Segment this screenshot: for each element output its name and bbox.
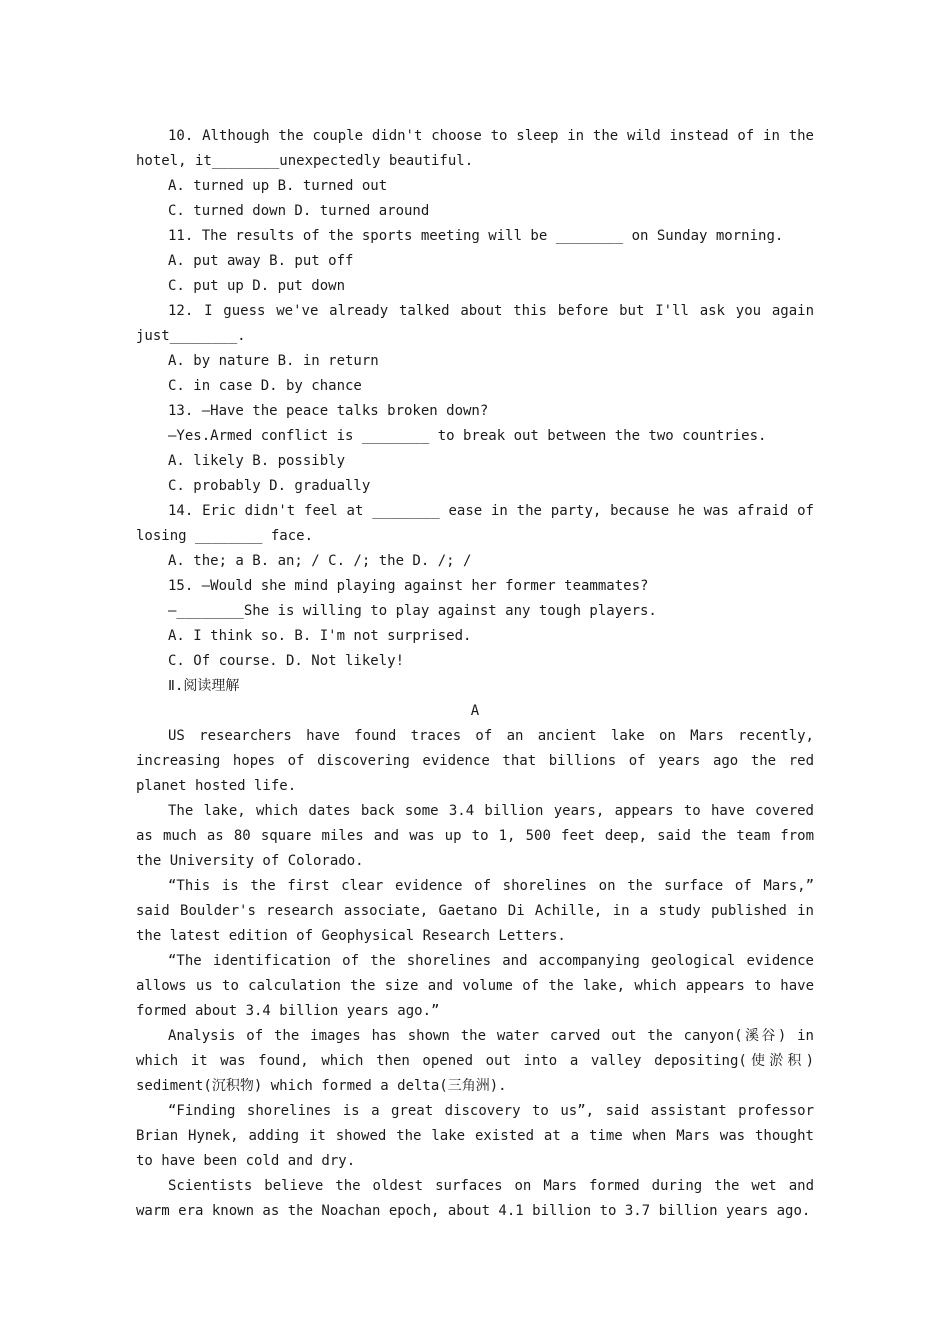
passage-paragraph: “The identification of the shorelines and accompanying geological evidence allows us to calculation the size and volume of the lake, which appears to have formed about 3.4 billion years ago.” <box>136 953 814 1019</box>
passage-paragraph: The lake, which dates back some 3.4 billion years, appears to have covered as much as 80 square miles and was up to 1, 500 feet deep, said the team from the University of Colorado. <box>136 803 814 869</box>
question-14-options: A. the; a B. an; / C. /; the D. /; / <box>168 553 472 569</box>
passage-paragraph: US researchers have found traces of an ancient lake on Mars recently, increasing hopes of discovering evidence that billions of years ago the red planet hosted life. <box>136 728 814 794</box>
question-12-stem: 12. I guess we've already talked about this before but I'll ask you again just________. <box>136 303 814 344</box>
question-12-options-ab: A. by nature B. in return <box>168 353 379 369</box>
question-15-options-cd: C. Of course. D. Not likely! <box>168 653 405 669</box>
document-page <box>136 124 814 1224</box>
question-12-options-cd: C. in case D. by chance <box>168 378 362 394</box>
question-15-stem: 15. —Would she mind playing against her former teammates? <box>168 578 649 594</box>
passage-paragraph: Analysis of the images has shown the water carved out the canyon(溪谷) in which it was found, which then opened out into a valley depositing(使淤积) sediment(沉积物) which formed a delta(三角洲). <box>136 1028 814 1094</box>
question-13-stem: 13. —Have the peace talks broken down? <box>168 403 489 419</box>
passage-paragraph: Scientists believe the oldest surfaces on Mars formed during the wet and warm era known as the Noachan epoch, about 4.1 billion to 3.7 billion years ago. <box>136 1178 814 1219</box>
question-14-stem: 14. Eric didn't feel at ________ ease in the party, because he was afraid of losing ________ face. <box>136 503 814 544</box>
question-15-options-ab: A. I think so. B. I'm not surprised. <box>168 628 472 644</box>
question-13-reply: —Yes.Armed conflict is ________ to break out between the two countries. <box>168 428 767 444</box>
question-10-stem: 10. Although the couple didn't choose to sleep in the wild instead of in the hotel, it________unexpectedly beautiful. <box>136 128 814 169</box>
passage-paragraph: “This is the first clear evidence of shorelines on the surface of Mars,” said Boulder's research associate, Gaetano Di Achille, in a study published in the latest edition of Geophysical Research Letters. <box>136 878 814 944</box>
passage-label: A <box>470 703 480 719</box>
question-11-options-cd: C. put up D. put down <box>168 278 346 294</box>
question-13-options-ab: A. likely B. possibly <box>168 453 346 469</box>
question-13-options-cd: C. probably D. gradually <box>168 478 371 494</box>
question-11-stem: 11. The results of the sports meeting will be ________ on Sunday morning. <box>168 228 784 244</box>
question-10-options-cd: C. turned down D. turned around <box>168 203 430 219</box>
question-11-options-ab: A. put away B. put off <box>168 253 354 269</box>
passage-paragraph: “Finding shorelines is a great discovery to us”, said assistant professor Brian Hynek, adding it showed the lake existed at a time when Mars was thought to have been cold and dry. <box>136 1103 814 1169</box>
question-15-reply: —________She is willing to play against any tough players. <box>168 603 657 619</box>
section-heading: Ⅱ.阅读理解 <box>168 678 240 694</box>
question-10-options-ab: A. turned up B. turned out <box>168 178 388 194</box>
